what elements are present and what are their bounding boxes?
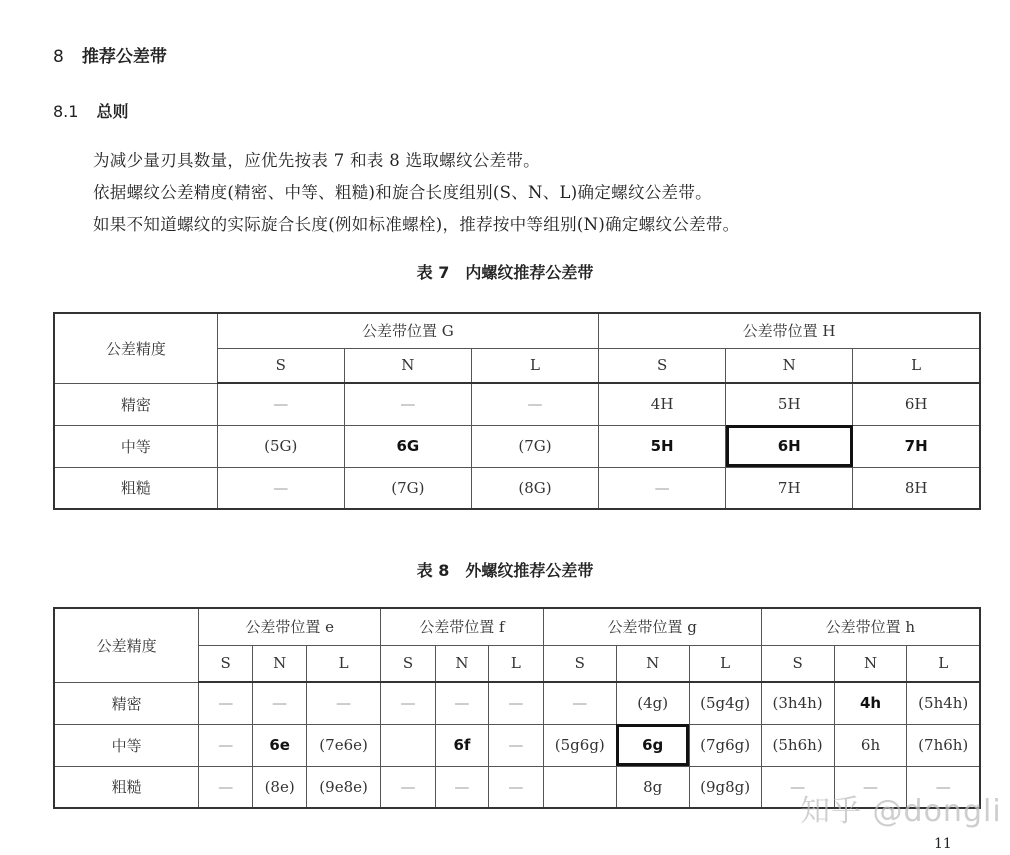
table7 bbox=[53, 312, 981, 510]
section-heading: 8 推荐公差带 bbox=[53, 47, 167, 67]
length-group-header: L bbox=[689, 645, 761, 682]
table-row bbox=[54, 425, 980, 467]
length-group-header: S bbox=[381, 645, 436, 682]
table-row bbox=[54, 682, 980, 724]
length-group-header: S bbox=[543, 645, 616, 682]
tolerance-cell: 6H bbox=[726, 425, 853, 467]
tolerance-cell: (4g) bbox=[616, 682, 689, 724]
tolerance-cell: 5H bbox=[726, 383, 853, 425]
corner-header: 公差精度 bbox=[54, 313, 217, 383]
tolerance-cell: — bbox=[217, 383, 344, 425]
row-label: 精密 bbox=[54, 383, 217, 425]
tolerance-cell: — bbox=[488, 724, 543, 766]
length-group-header: N bbox=[253, 645, 307, 682]
tolerance-cell: — bbox=[471, 383, 598, 425]
tolerance-cell: — bbox=[488, 682, 543, 724]
tolerance-cell: — bbox=[199, 682, 253, 724]
page-number: 11 bbox=[934, 836, 952, 852]
length-group-header: L bbox=[471, 348, 598, 383]
tolerance-cell: (5G) bbox=[217, 425, 344, 467]
row-label: 精密 bbox=[54, 682, 199, 724]
group-header: 公差带位置 H bbox=[599, 313, 980, 348]
table-row bbox=[54, 724, 980, 766]
paragraph: 为减少量刃具数量，应优先按表 7 和表 8 选取螺纹公差带。 bbox=[93, 151, 540, 170]
length-group-header: N bbox=[435, 645, 488, 682]
tolerance-cell: 6G bbox=[344, 425, 471, 467]
tolerance-cell: 8H bbox=[853, 467, 980, 509]
group-header: 公差带位置 h bbox=[761, 608, 980, 645]
length-group-header: S bbox=[199, 645, 253, 682]
tolerance-cell: — bbox=[543, 682, 616, 724]
length-group-header: L bbox=[488, 645, 543, 682]
tolerance-cell: (5h6h) bbox=[761, 724, 834, 766]
tolerance-cell: — bbox=[599, 467, 726, 509]
tolerance-cell: (8e) bbox=[253, 766, 307, 808]
tolerance-cell: (9e8e) bbox=[307, 766, 381, 808]
table8 bbox=[53, 607, 981, 809]
length-group-header: S bbox=[761, 645, 834, 682]
length-group-header: N bbox=[726, 348, 853, 383]
tolerance-cell: — bbox=[217, 467, 344, 509]
tolerance-cell: (5g6g) bbox=[543, 724, 616, 766]
length-group-header: L bbox=[853, 348, 980, 383]
table8-caption: 表 8 外螺纹推荐公差带 bbox=[416, 561, 594, 580]
length-group-header: L bbox=[907, 645, 980, 682]
tolerance-cell: (8G) bbox=[471, 467, 598, 509]
paragraph: 依据螺纹公差精度(精密、中等、粗糙)和旋合长度组别(S、N、L)确定螺纹公差带。 bbox=[93, 183, 712, 202]
tolerance-cell: 4H bbox=[599, 383, 726, 425]
tolerance-cell: 4h bbox=[834, 682, 907, 724]
group-header: 公差带位置 G bbox=[217, 313, 598, 348]
tolerance-cell: — bbox=[761, 766, 834, 808]
watermark: 知乎 @dongli bbox=[800, 794, 1002, 829]
tolerance-cell: 7H bbox=[726, 467, 853, 509]
row-label: 粗糙 bbox=[54, 766, 199, 808]
tolerance-cell: — bbox=[344, 383, 471, 425]
tolerance-cell: (3h4h) bbox=[761, 682, 834, 724]
tolerance-cell: — bbox=[199, 766, 253, 808]
table7-caption: 表 7 内螺纹推荐公差带 bbox=[416, 263, 594, 282]
group-header: 公差带位置 e bbox=[199, 608, 381, 645]
tolerance-cell: 7H bbox=[853, 425, 980, 467]
tolerance-cell: 6H bbox=[853, 383, 980, 425]
row-label: 中等 bbox=[54, 425, 217, 467]
row-label: 粗糙 bbox=[54, 467, 217, 509]
length-group-header: N bbox=[344, 348, 471, 383]
group-header: 公差带位置 f bbox=[381, 608, 544, 645]
tolerance-cell: 6f bbox=[435, 724, 488, 766]
row-label: 中等 bbox=[54, 724, 199, 766]
corner-header: 公差精度 bbox=[54, 608, 199, 682]
tolerance-cell bbox=[381, 724, 436, 766]
tolerance-cell: — bbox=[199, 724, 253, 766]
tolerance-cell: — bbox=[381, 766, 436, 808]
tolerance-cell: — bbox=[907, 766, 980, 808]
tolerance-cell: (9g8g) bbox=[689, 766, 761, 808]
tolerance-cell: — bbox=[488, 766, 543, 808]
subsection-heading: 8.1 总则 bbox=[53, 102, 129, 121]
tolerance-cell: — bbox=[253, 682, 307, 724]
tolerance-cell: — bbox=[435, 766, 488, 808]
tolerance-cell: 8g bbox=[616, 766, 689, 808]
length-group-header: N bbox=[616, 645, 689, 682]
tolerance-cell: 6h bbox=[834, 724, 907, 766]
header-row bbox=[54, 313, 980, 348]
tolerance-cell: (7h6h) bbox=[907, 724, 980, 766]
tolerance-cell bbox=[543, 766, 616, 808]
table-row bbox=[54, 467, 980, 509]
tolerance-cell: 6e bbox=[253, 724, 307, 766]
tolerance-cell: 6g bbox=[616, 724, 689, 766]
tolerance-cell: (7e6e) bbox=[307, 724, 381, 766]
group-header: 公差带位置 g bbox=[543, 608, 761, 645]
header-row bbox=[54, 608, 980, 645]
tolerance-cell: — bbox=[381, 682, 436, 724]
length-group-header: S bbox=[599, 348, 726, 383]
length-group-header: N bbox=[834, 645, 907, 682]
tolerance-cell: — bbox=[435, 682, 488, 724]
length-group-header: S bbox=[217, 348, 344, 383]
table-row bbox=[54, 383, 980, 425]
tolerance-cell: 5H bbox=[599, 425, 726, 467]
tolerance-cell: (5g4g) bbox=[689, 682, 761, 724]
tolerance-cell: — bbox=[834, 766, 907, 808]
tolerance-cell: (7G) bbox=[344, 467, 471, 509]
tolerance-cell: (5h4h) bbox=[907, 682, 980, 724]
paragraph: 如果不知道螺纹的实际旋合长度(例如标准螺栓)，推荐按中等组别(N)确定螺纹公差带。 bbox=[93, 215, 740, 234]
tolerance-cell: — bbox=[307, 682, 381, 724]
tolerance-cell: (7g6g) bbox=[689, 724, 761, 766]
length-group-header: L bbox=[307, 645, 381, 682]
tolerance-cell: (7G) bbox=[471, 425, 598, 467]
